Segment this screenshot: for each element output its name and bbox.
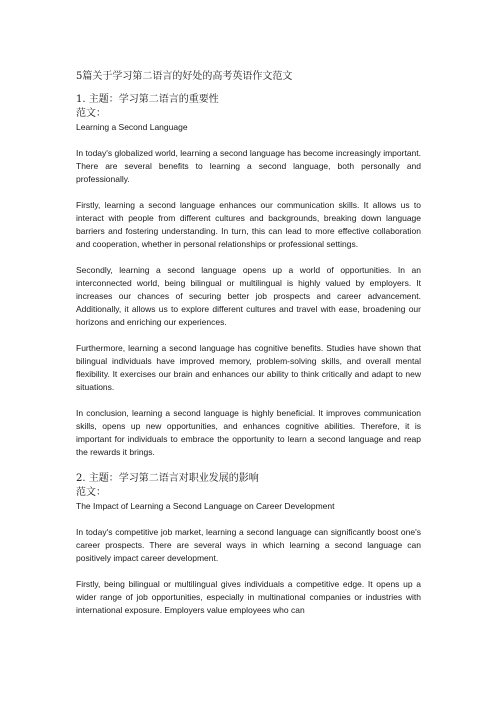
paragraph: In conclusion, learning a second language is highly beneficial. It improves communication skills, opens up new opportunities, and enhances cognitive abilities. Therefore, it is important for individuals to embrace the opportunity to learn a second language and reap the rewards it brings. — [76, 408, 421, 457]
sample-label: 范文： — [76, 108, 106, 119]
paragraph: In today's globalized world, learning a second language has become increasingly important. There are several benefits to learning a second language, both personally and professionally. — [76, 148, 421, 184]
document-page — [76, 70, 421, 630]
sample-label: 范文： — [76, 487, 106, 498]
section-1 — [76, 93, 421, 459]
section-2 — [76, 472, 421, 617]
paragraph: Firstly, being bilingual or multilingual gives individuals a competitive edge. It opens up a wider range of job opportunities, especially in multinational companies or industries with international exposure. Employers value employees who can — [76, 579, 421, 615]
paragraph: Firstly, learning a second language enhances our communication skills. It allows us to interact with people from different cultures and backgrounds, breaking down language barriers and fostering understanding. In turn, this can lead to more effective collaboration and cooperation, whether in personal relationships or professional settings. — [76, 200, 421, 249]
document-title: 5篇关于学习第二语言的好处的高考英语作文范文 — [76, 71, 293, 82]
essay-title: Learning a Second Language — [76, 122, 188, 132]
section-heading: 1. 主题：学习第二语言的重要性 — [76, 94, 219, 105]
paragraph: In today's competitive job market, learning a second language can significantly boost one's career prospects. There are several ways in which learning a second language can positively impact career development. — [76, 527, 421, 563]
paragraph: Furthermore, learning a second language has cognitive benefits. Studies have shown that bilingual individuals have improved memory, problem-solving skills, and overall mental flexibility. It exercises our brain and enhances our ability to think critically and adapt to new situations. — [76, 343, 421, 392]
essay-title: The Impact of Learning a Second Language on Career Development — [76, 501, 335, 511]
section-heading: 2. 主题：学习第二语言对职业发展的影响 — [76, 473, 259, 484]
paragraph: Secondly, learning a second language opens up a world of opportunities. In an interconnected world, being bilingual or multilingual is highly valued by employers. It increases our chances of securing better job prospects and career advancement. Additionally, it allows us to explore different cultures and travel with ease, broadening our horizons and enriching our experiences. — [76, 265, 421, 327]
